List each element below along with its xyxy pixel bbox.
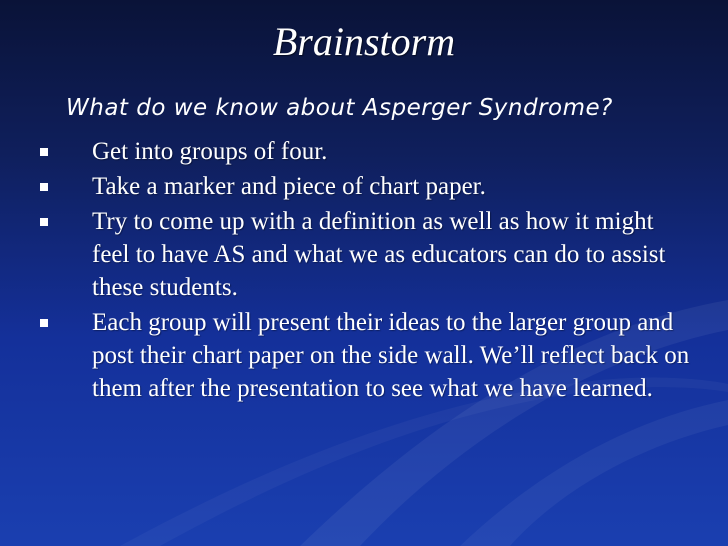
square-bullet-icon: [40, 183, 48, 191]
bullet-item: [0, 205, 728, 304]
bullet-item: [0, 135, 728, 168]
bullet-item: [0, 306, 728, 405]
bullet-text: Try to come up with a definition as well as how it might feel to have AS and what we as educators can do to assist these students.: [92, 208, 666, 301]
square-bullet-icon: [40, 148, 48, 156]
bullet-text: Each group will present their ideas to the larger group and post their chart paper on the side wall. We’ll reflect back on them after the presentation to see what we have learned.: [92, 309, 690, 402]
bullet-list: [0, 135, 728, 407]
bullet-text: Get into groups of four.: [92, 138, 328, 165]
slide-subtitle: What do we know about Asperger Syndrome?: [66, 95, 613, 121]
slide-title: Brainstorm: [272, 19, 456, 64]
bullet-text: Take a marker and piece of chart paper.: [92, 173, 486, 200]
bullet-item: [0, 170, 728, 203]
square-bullet-icon: [40, 218, 48, 226]
square-bullet-icon: [40, 319, 48, 327]
